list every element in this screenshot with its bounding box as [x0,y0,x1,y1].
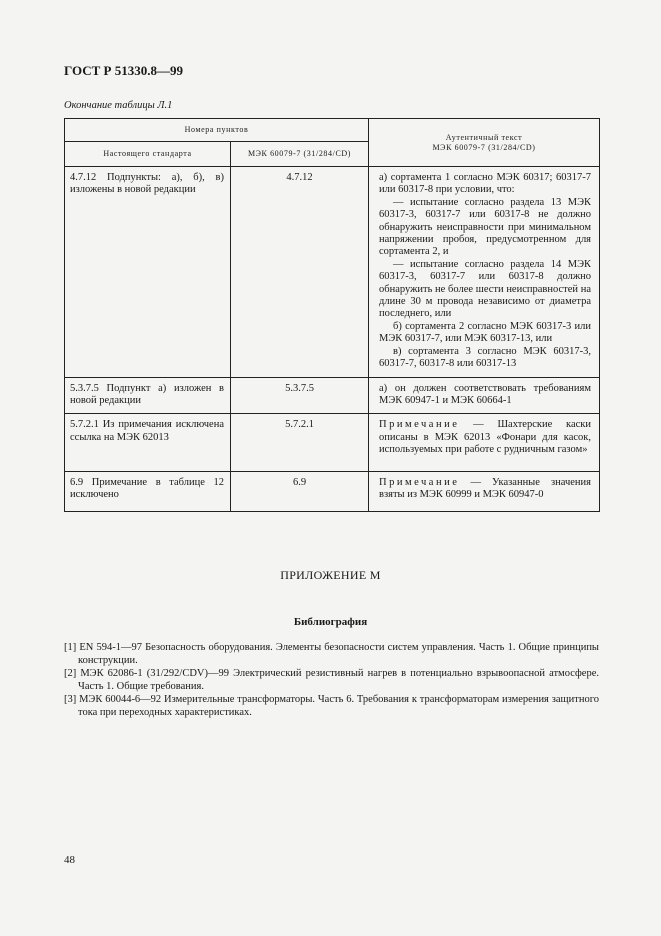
cell-iec: 6.9 [231,471,369,512]
bibliography-title: Библиография [293,616,368,628]
header-this-standard: Настоящего стандарта [65,142,231,167]
text-paragraph: а) он должен соответствовать требованиям МЭК 60947-1 и МЭК 60664-1 [379,382,592,406]
comparison-table [64,118,600,512]
cell-iec: 5.3.7.5 [231,377,369,414]
table-row [65,167,600,378]
cell-text [369,377,600,414]
table-row [65,471,600,512]
header-authentic-line2: МЭК 60079-7 (31/284/CD) [432,142,536,152]
text-paragraph: а) сортамента 1 согласно МЭК 60317; 60317-7 или 60317-8 при условии, что: [379,172,592,196]
text-paragraph: — испытание согласно раздела 14 МЭК 60317-3, 60317-7 или 60317-8 должно обнаружить не более шести неисправностей на длине 30 м провода независимо от диаметра последнего, или [379,258,592,320]
cell-iec: 5.7.2.1 [231,414,369,471]
text-paragraph: в) сортамента 3 согласно МЭК 60317-3, 60317-7, 60317-8 или 60317-13 [379,345,592,370]
text-paragraph: б) сортамента 2 согласно МЭК 60317-3 или МЭК 60317-7, или МЭК 60317-13, или [379,320,592,345]
cell-standard: 6.9 Примечание в таблице 12 исключено [65,471,231,512]
table-caption: Окончание таблицы Л.1 [64,100,173,111]
header-authentic-line1: Аутентичный текст [445,132,523,142]
reference-list [64,641,599,719]
header-iec: МЭК 60079-7 (31/284/CD) [231,142,369,167]
note-text: — Шахтерские каски описаны в МЭК 62013 «Фонари для касок, используемых при работе с рудничным газом» [379,419,592,456]
text-paragraph: — испытание согласно раздела 13 МЭК 60317-3, 60317-7 или 60317-8 не должно обнаружить неисправности при минимальном напряжении пробоя, предусмотренном для сортамента 2, и [379,196,592,258]
table-row [65,414,600,471]
appendix-title: ПРИЛОЖЕНИЕ М [280,568,381,582]
cell-standard: 4.7.12 Подпункты: а), б), в) изложены в новой редакции [65,167,231,378]
note-label: Примечание [379,476,460,488]
header-authentic-text [369,119,600,167]
note-text: — Указанные значения взяты из МЭК 60999 и МЭК 60947-0 [379,476,592,500]
cell-iec: 4.7.12 [231,167,369,378]
note-label: Примечание [379,419,460,431]
cell-standard: 5.3.7.5 Подпункт а) изложен в новой редакции [65,377,231,414]
cell-text [369,414,600,471]
table-row [65,377,600,414]
cell-text [369,471,600,512]
reference-item: [1] EN 594-1—97 Безопасность оборудования. Элементы безопасности систем управления. Часть 1. Общие принципы конструкции. [64,642,599,666]
reference-item: [2] МЭК 62086-1 (31/292/CDV)—99 Электрический резистивный нагрев в потенциально взрывоопасной атмосфере. Часть 1. Общие требования. [64,668,599,692]
document-code: ГОСТ Р 51330.8—99 [64,63,183,78]
header-section-numbers: Номера пунктов [65,119,369,142]
reference-item: [3] МЭК 60044-6—92 Измерительные трансформаторы. Часть 6. Требования к трансформаторам измерения защитного тока при переходных характеристиках. [64,694,599,718]
page-number: 48 [64,854,75,866]
cell-text [369,167,600,378]
cell-standard: 5.7.2.1 Из примечания исключена ссылка на МЭК 62013 [65,414,231,471]
